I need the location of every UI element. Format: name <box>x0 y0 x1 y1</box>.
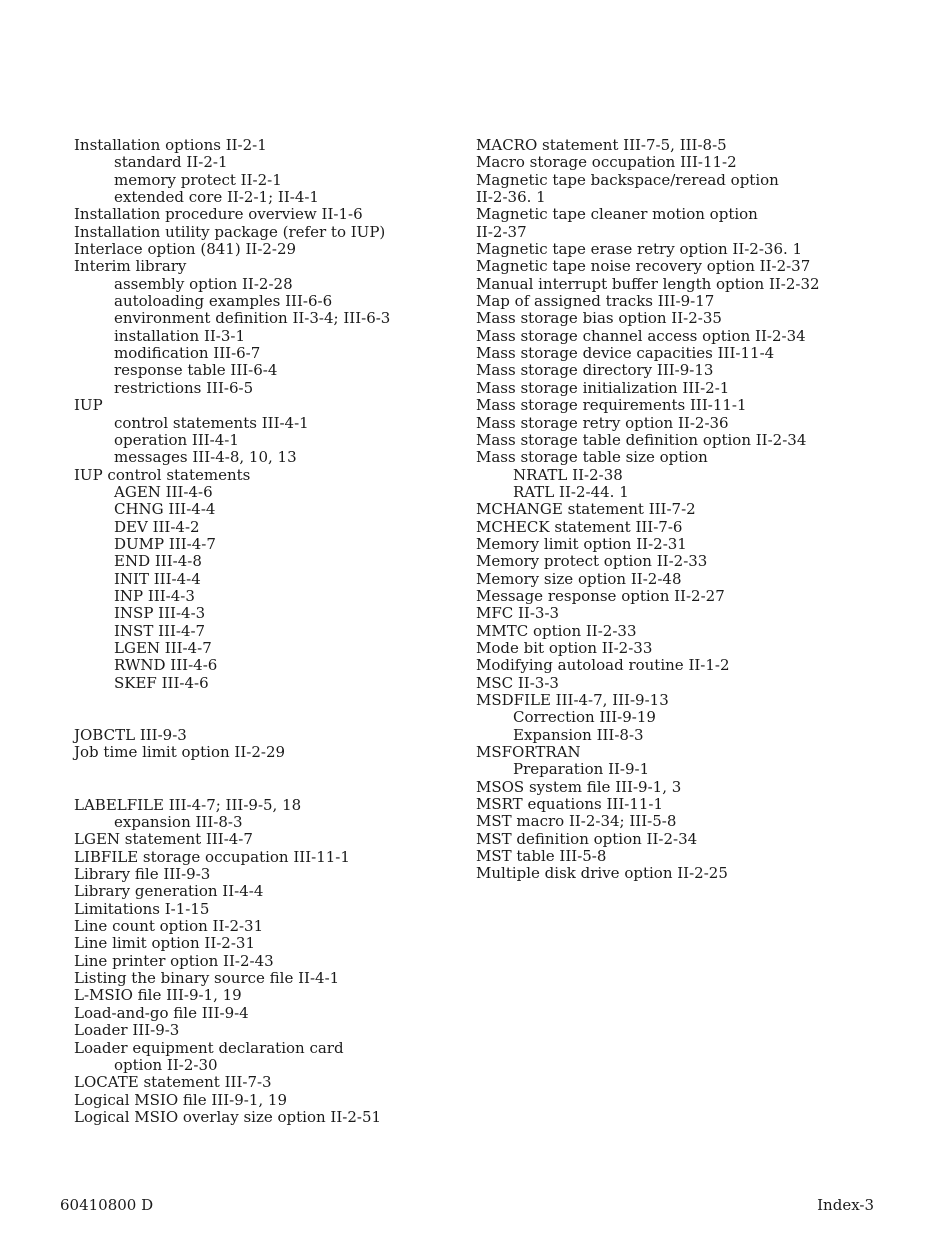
index-subentry: restrictions III-6-5 <box>114 378 254 397</box>
index-entry: Library file III-9-3 <box>74 865 211 884</box>
index-subentry: option II-2-30 <box>114 1055 218 1074</box>
index-entry: MCHANGE statement III-7-2 <box>476 500 696 519</box>
index-entry: Modifying autoload routine II-1-2 <box>476 656 730 675</box>
index-entry: Loader III-9-3 <box>74 1021 180 1040</box>
index-subentry: environment definition II-3-4; III-6-3 <box>114 309 391 328</box>
index-entry: MSC II-3-3 <box>476 673 559 692</box>
index-subentry: NRATL II-2-38 <box>513 465 623 484</box>
index-entry: Logical MSIO overlay size option II-2-51 <box>74 1107 382 1126</box>
index-subentry: Preparation II-9-1 <box>513 760 650 779</box>
index-subentry: autoloading examples III-6-6 <box>114 292 333 311</box>
index-spacer <box>74 762 474 797</box>
index-entry: II-2-37 <box>476 222 527 241</box>
index-subentry: extended core II-2-1; II-4-1 <box>114 188 319 207</box>
index-entry: IUP control statements <box>74 465 251 484</box>
page-number: Index-3 <box>817 1196 874 1214</box>
index-entry: Magnetic tape backspace/reread option <box>476 170 779 189</box>
index-subentry: installation II-3-1 <box>114 326 246 345</box>
index-entry: Memory size option II-2-48 <box>476 569 682 588</box>
index-entry: Logical MSIO file III-9-1, 19 <box>74 1090 287 1109</box>
index-entry: Load-and-go file III-9-4 <box>74 1003 249 1022</box>
index-subentry: Correction III-9-19 <box>513 708 656 727</box>
index-entry: Mass storage table size option <box>476 448 708 467</box>
index-entry: Interlace option (841) II-2-29 <box>74 240 297 259</box>
index-subentry: AGEN III-4-6 <box>114 482 213 501</box>
index-subentry: INST III-4-7 <box>114 621 206 640</box>
index-entry: L-MSIO file III-9-1, 19 <box>74 986 242 1005</box>
index-spacer <box>74 692 474 727</box>
index-subentry: INIT III-4-4 <box>114 569 201 588</box>
index-entry: Library generation II-4-4 <box>74 882 264 901</box>
index-entry: MST macro II-2-34; III-5-8 <box>476 812 677 831</box>
index-entry: LABELFILE III-4-7; III-9-5, 18 <box>74 795 302 814</box>
index-entry: Line limit option II-2-31 <box>74 934 256 953</box>
index-entry: MST table III-5-8 <box>476 847 607 866</box>
index-entry: MSRT equations III-11-1 <box>476 795 664 814</box>
index-entry: Job time limit option II-2-29 <box>74 743 286 762</box>
index-entry: Listing the binary source file II-4-1 <box>74 969 340 988</box>
index-subentry: INSP III-4-3 <box>114 604 206 623</box>
index-entry: MACRO statement III-7-5, III-8-5 <box>476 136 727 154</box>
index-entry: Manual interrupt buffer length option II-2-32 <box>476 274 820 293</box>
index-subentry: INP III-4-3 <box>114 586 195 605</box>
index-entry: Memory limit option II-2-31 <box>476 534 687 553</box>
index-subentry: messages III-4-8, 10, 13 <box>114 448 297 467</box>
index-entry: Mass storage initialization III-2-1 <box>476 378 730 397</box>
index-entry: Line printer option II-2-43 <box>74 951 274 970</box>
index-entry: Mass storage directory III-9-13 <box>476 361 714 380</box>
index-entry: JOBCTL III-9-3 <box>74 726 187 744</box>
index-entry: LOCATE statement III-7-3 <box>74 1073 272 1092</box>
index-subentry: assembly option II-2-28 <box>114 274 293 293</box>
index-entry: Interim library <box>74 257 187 276</box>
index-entry: MCHECK statement III-7-6 <box>476 517 683 536</box>
index-entry: Limitations I-1-15 <box>74 899 210 918</box>
document-number: 60410800 D <box>60 1196 154 1214</box>
index-entry: MST definition option II-2-34 <box>476 829 698 848</box>
index-entry: Mode bit option II-2-33 <box>476 638 653 657</box>
index-entry: Magnetic tape erase retry option II-2-36. 1 <box>476 240 803 259</box>
index-entry: Multiple disk drive option II-2-25 <box>476 864 728 883</box>
index-entry: Mass storage device capacities III-11-4 <box>476 344 775 363</box>
index-entry: MSDFILE III-4-7, III-9-13 <box>476 691 669 709</box>
index-entry: IUP <box>74 396 103 415</box>
index-entry: Mass storage table definition option II-2-34 <box>476 430 807 449</box>
index-subentry: DEV III-4-2 <box>114 517 200 536</box>
index-subentry: control statements III-4-1 <box>114 413 309 432</box>
index-subentry: END III-4-8 <box>114 552 202 571</box>
index-column-right <box>476 137 936 883</box>
index-entry: MSOS system file III-9-1, 3 <box>476 777 682 796</box>
index-subentry: response table III-6-4 <box>114 361 278 380</box>
index-subentry: expansion III-8-3 <box>114 813 243 832</box>
index-subentry: SKEF III-4-6 <box>114 673 209 692</box>
index-entry: Magnetic tape cleaner motion option <box>476 205 758 224</box>
index-column-left <box>74 137 474 1126</box>
index-entry: MFC II-3-3 <box>476 604 560 623</box>
index-entry: Loader equipment declaration card <box>74 1038 344 1057</box>
index-entry: LIBFILE storage occupation III-11-1 <box>74 847 350 866</box>
index-subentry: modification III-6-7 <box>114 344 261 363</box>
index-subentry: Expansion III-8-3 <box>513 725 644 744</box>
index-entry: Message response option II-2-27 <box>476 586 725 605</box>
index-entry: Mass storage bias option II-2-35 <box>476 309 722 328</box>
index-subentry: CHNG III-4-4 <box>114 500 216 519</box>
index-entry: Mass storage channel access option II-2-34 <box>476 326 806 345</box>
index-subentry: LGEN III-4-7 <box>114 638 212 657</box>
index-entry: Memory protect option II-2-33 <box>476 552 708 571</box>
index-entry: Mass storage retry option II-2-36 <box>476 413 729 432</box>
index-entry: Installation options II-2-1 <box>74 136 267 154</box>
index-subentry: memory protect II-2-1 <box>114 170 282 189</box>
index-entry: Map of assigned tracks III-9-17 <box>476 292 715 311</box>
index-subentry: standard II-2-1 <box>114 153 228 172</box>
index-entry: Mass storage requirements III-11-1 <box>476 396 747 415</box>
index-subentry: RWND III-4-6 <box>114 656 218 675</box>
index-entry: Magnetic tape noise recovery option II-2-37 <box>476 257 811 276</box>
index-entry: Installation procedure overview II-1-6 <box>74 205 363 224</box>
index-entry: MMTC option II-2-33 <box>476 621 637 640</box>
index-entry: Line count option II-2-31 <box>74 917 264 936</box>
index-entry: MSFORTRAN <box>476 743 581 762</box>
index-entry: Macro storage occupation III-11-2 <box>476 153 737 172</box>
index-entry: LGEN statement III-4-7 <box>74 830 253 849</box>
index-subentry: DUMP III-4-7 <box>114 534 216 553</box>
index-subentry: operation III-4-1 <box>114 430 239 449</box>
index-entry: Installation utility package (refer to IUP) <box>74 222 386 241</box>
index-entry: II-2-36. 1 <box>476 188 546 207</box>
index-subentry: RATL II-2-44. 1 <box>513 482 629 501</box>
